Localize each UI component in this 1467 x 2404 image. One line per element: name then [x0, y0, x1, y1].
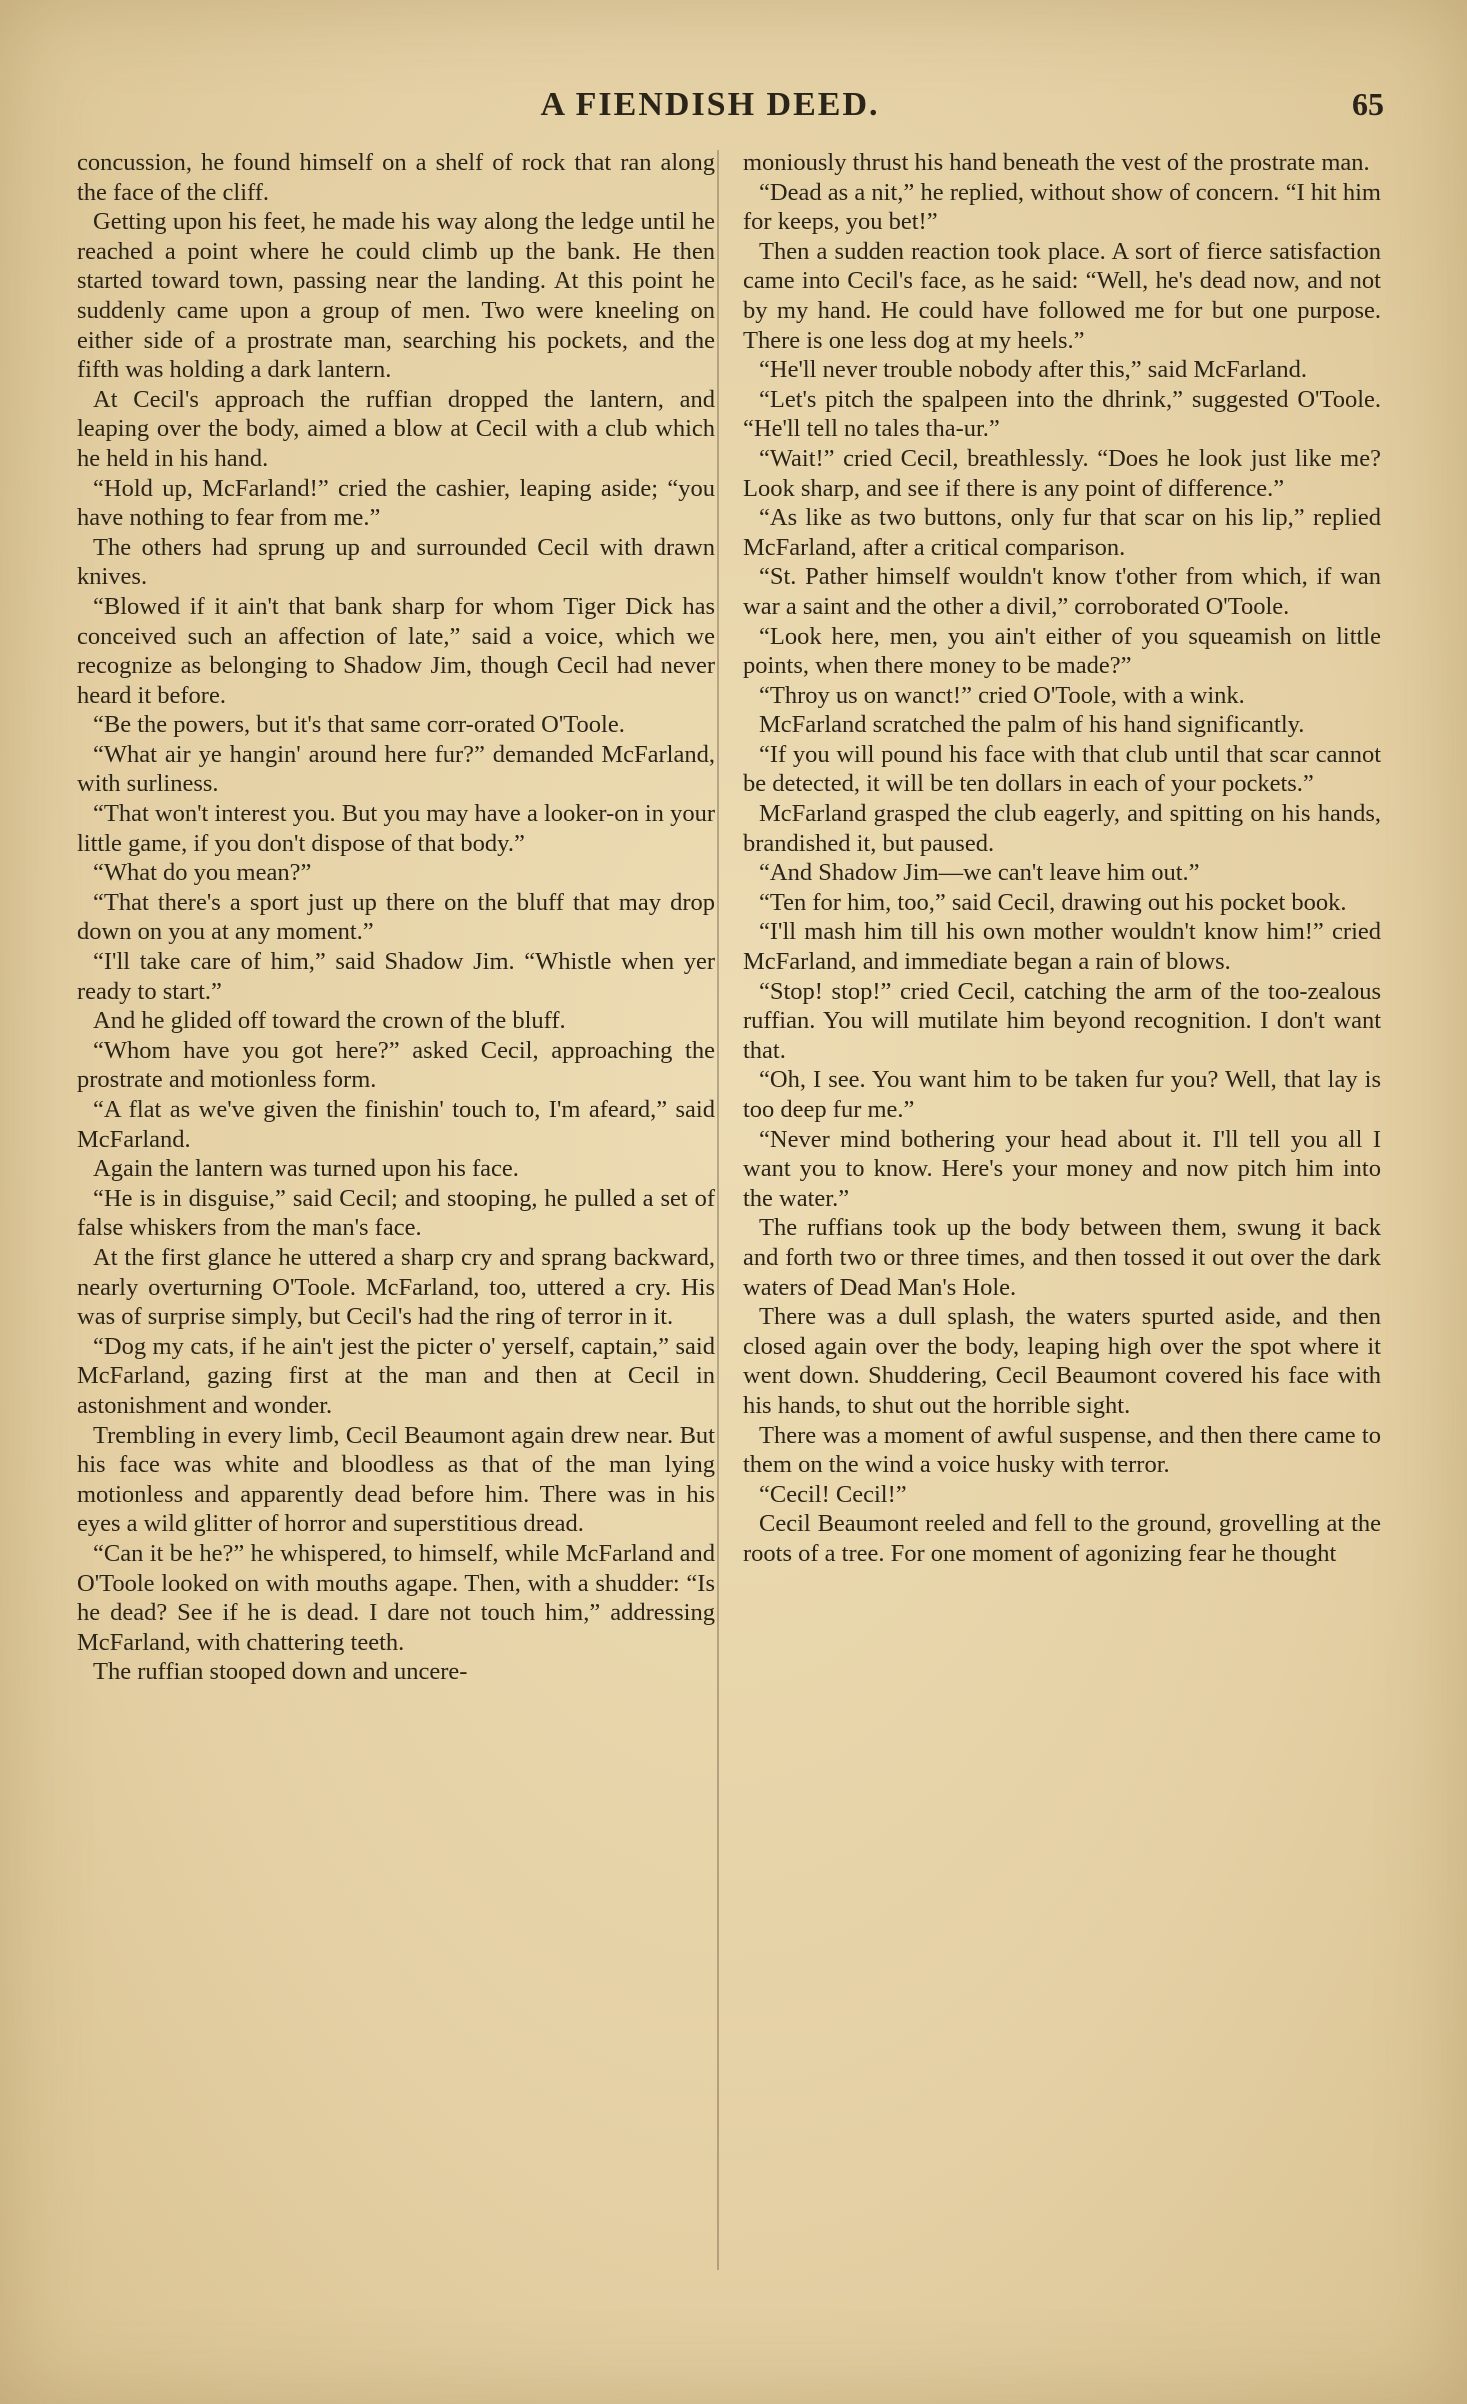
paragraph: “I'll take care of him,” said Shadow Jim. “Whistle when yer ready to start.” — [77, 948, 715, 1005]
paragraph: “Can it be he?” he whispered, to himself, while McFarland and O'Toole looked on with mouths agape. Then, with a shudder: “Is he dead? See if he is dead. I dare not touch him,” addressing McFarland, with chattering teeth. — [77, 1539, 715, 1656]
paragraph: “As like as two buttons, only fur that scar on his lip,” replied McFarland, after a critical comparison. — [743, 504, 1381, 561]
column-divider — [717, 150, 719, 2270]
paragraph: “And Shadow Jim—we can't leave him out.” — [759, 859, 1200, 887]
right-column — [743, 148, 1381, 1569]
paragraph: “That there's a sport just up there on the bluff that may drop down on you at any moment.” — [77, 888, 715, 946]
paragraph: “St. Pather himself wouldn't know t'other from which, if wan war a saint and the other a divil,” corroborated O'Toole. — [743, 563, 1381, 620]
paragraph: “That won't interest you. But you may have a looker-on in your little game, if you don't dispose of that body.” — [77, 800, 715, 857]
page-number: 65 — [1352, 86, 1384, 122]
paragraph: “Let's pitch the spalpeen into the dhrink,” suggested O'Toole. “He'll tell no tales tha-ur.” — [743, 385, 1381, 443]
paragraph: And he glided off toward the crown of the bluff. — [93, 1007, 566, 1035]
paragraph: Again the lantern was turned upon his face. — [93, 1155, 519, 1183]
paragraph: “A flat as we've given the finishin' touch to, I'm afeard,” said McFarland. — [77, 1096, 715, 1153]
paragraph: Trembling in every limb, Cecil Beaumont again drew near. But his face was white and bloodless as that of the man lying motionless and apparently dead before him. There was in his eyes a wild glitter of horror and superstitious dread. — [77, 1421, 715, 1538]
paragraph: “Cecil! Cecil!” — [759, 1480, 907, 1508]
paragraph: “Hold up, McFarland!” cried the cashier, leaping aside; “you have nothing to fear from me.” — [77, 474, 715, 532]
paragraph: “Ten for him, too,” said Cecil, drawing out his pocket book. — [759, 888, 1347, 916]
paragraph: At the first glance he uttered a sharp cry and sprang backward, nearly overturning O'Toole. McFarland, too, uttered a cry. His was of surprise simply, but Cecil's had the ring of terror in it. — [77, 1243, 715, 1331]
paragraph: concussion, he found himself on a shelf of rock that ran along the face of the cliff. — [77, 149, 715, 206]
paragraph: “Stop! stop!” cried Cecil, catching the arm of the too-zealous ruffian. You will mutilate him beyond recognition. I don't want that. — [743, 977, 1381, 1064]
paragraph: There was a moment of awful suspense, and then there came to them on the wind a voice husky with terror. — [743, 1421, 1381, 1479]
paragraph: “Oh, I see. You want him to be taken fur you? Well, that lay is too deep fur me.” — [743, 1066, 1381, 1123]
paragraph: moniously thrust his hand beneath the vest of the prostrate man. — [743, 149, 1370, 176]
paragraph: “If you will pound his face with that club until that scar cannot be detected, it will be ten dollars in each of your pockets.” — [743, 740, 1381, 798]
paragraph: The ruffians took up the body between them, swung it back and forth two or three times, and then tossed it out over the dark waters of Dead Man's Hole. — [743, 1214, 1381, 1301]
paragraph: “Blowed if it ain't that bank sharp for whom Tiger Dick has conceived such an affection of late,” said a voice, which we recognize as belonging to Shadow Jim, though Cecil had never heard it before. — [77, 592, 715, 709]
paragraph: “He'll never trouble nobody after this,” said McFarland. — [759, 356, 1308, 384]
paragraph: At Cecil's approach the ruffian dropped the lantern, and leaping over the body, aimed a blow at Cecil with a club which he held in his hand. — [77, 385, 715, 472]
paragraph: “Wait!” cried Cecil, breathlessly. “Does he look just like me? Look sharp, and see if there is any point of difference.” — [743, 444, 1381, 502]
paragraph: Cecil Beaumont reeled and fell to the ground, grovelling at the roots of a tree. For one moment of agonizing fear he thought — [743, 1510, 1381, 1567]
running-title: A FIENDISH DEED. — [540, 86, 880, 123]
paragraph: “Dog my cats, if he ain't jest the picter o' yerself, captain,” said McFarland, gazing first at the man and then at Cecil in astonishment and wonder. — [77, 1332, 715, 1419]
paragraph: “Throy us on wanct!” cried O'Toole, with a wink. — [759, 681, 1245, 709]
paragraph: “Never mind bothering your head about it. I'll tell you all I want you to know. Here's your money and now pitch him into the water.” — [743, 1125, 1381, 1212]
paragraph: “I'll mash him till his own mother wouldn't know him!” cried McFarland, and immediate began a rain of blows. — [743, 918, 1381, 976]
paragraph: McFarland grasped the club eagerly, and spitting on his hands, brandished it, but paused. — [743, 800, 1381, 857]
paragraph: “Whom have you got here?” asked Cecil, approaching the prostrate and motionless form. — [77, 1036, 715, 1094]
paragraph: Then a sudden reaction took place. A sort of fierce satisfaction came into Cecil's face, as he said: “Well, he's dead now, and not by my hand. He could have followed me for but one purpose. There is one less dog at my heels.” — [743, 237, 1381, 354]
paragraph: “What do you mean?” — [93, 859, 312, 887]
paragraph: “Be the powers, but it's that same corr-orated O'Toole. — [93, 711, 625, 739]
paragraph: “Look here, men, you ain't either of you squeamish on little points, when there money to be made?” — [743, 622, 1381, 680]
paragraph: “Dead as a nit,” he replied, without show of concern. “I hit him for keeps, you bet!” — [743, 178, 1381, 236]
paragraph: The ruffian stooped down and uncere- — [93, 1658, 468, 1686]
paragraph: There was a dull splash, the waters spurted aside, and then closed again over the body, leaping high over the spot where it went down. Shuddering, Cecil Beaumont covered his face with his hands, to shut out the horrible sight. — [743, 1303, 1381, 1419]
paragraph: The others had sprung up and surrounded Cecil with drawn knives. — [77, 533, 715, 591]
paragraph: “What air ye hangin' around here fur?” demanded McFarland, with surliness. — [77, 740, 715, 798]
page-header — [0, 86, 1467, 136]
left-column — [77, 148, 715, 1687]
paragraph: Getting upon his feet, he made his way along the ledge until he reached a point where he could climb up the bank. He then started toward town, passing near the landing. At this point he suddenly came upon a group of men. Two were kneeling on either side of a prostrate man, searching his pockets, and the fifth was holding a dark lantern. — [77, 208, 715, 384]
paragraph: “He is in disguise,” said Cecil; and stooping, he pulled a set of false whiskers from the man's face. — [77, 1184, 715, 1242]
paragraph: McFarland scratched the palm of his hand significantly. — [759, 711, 1305, 739]
